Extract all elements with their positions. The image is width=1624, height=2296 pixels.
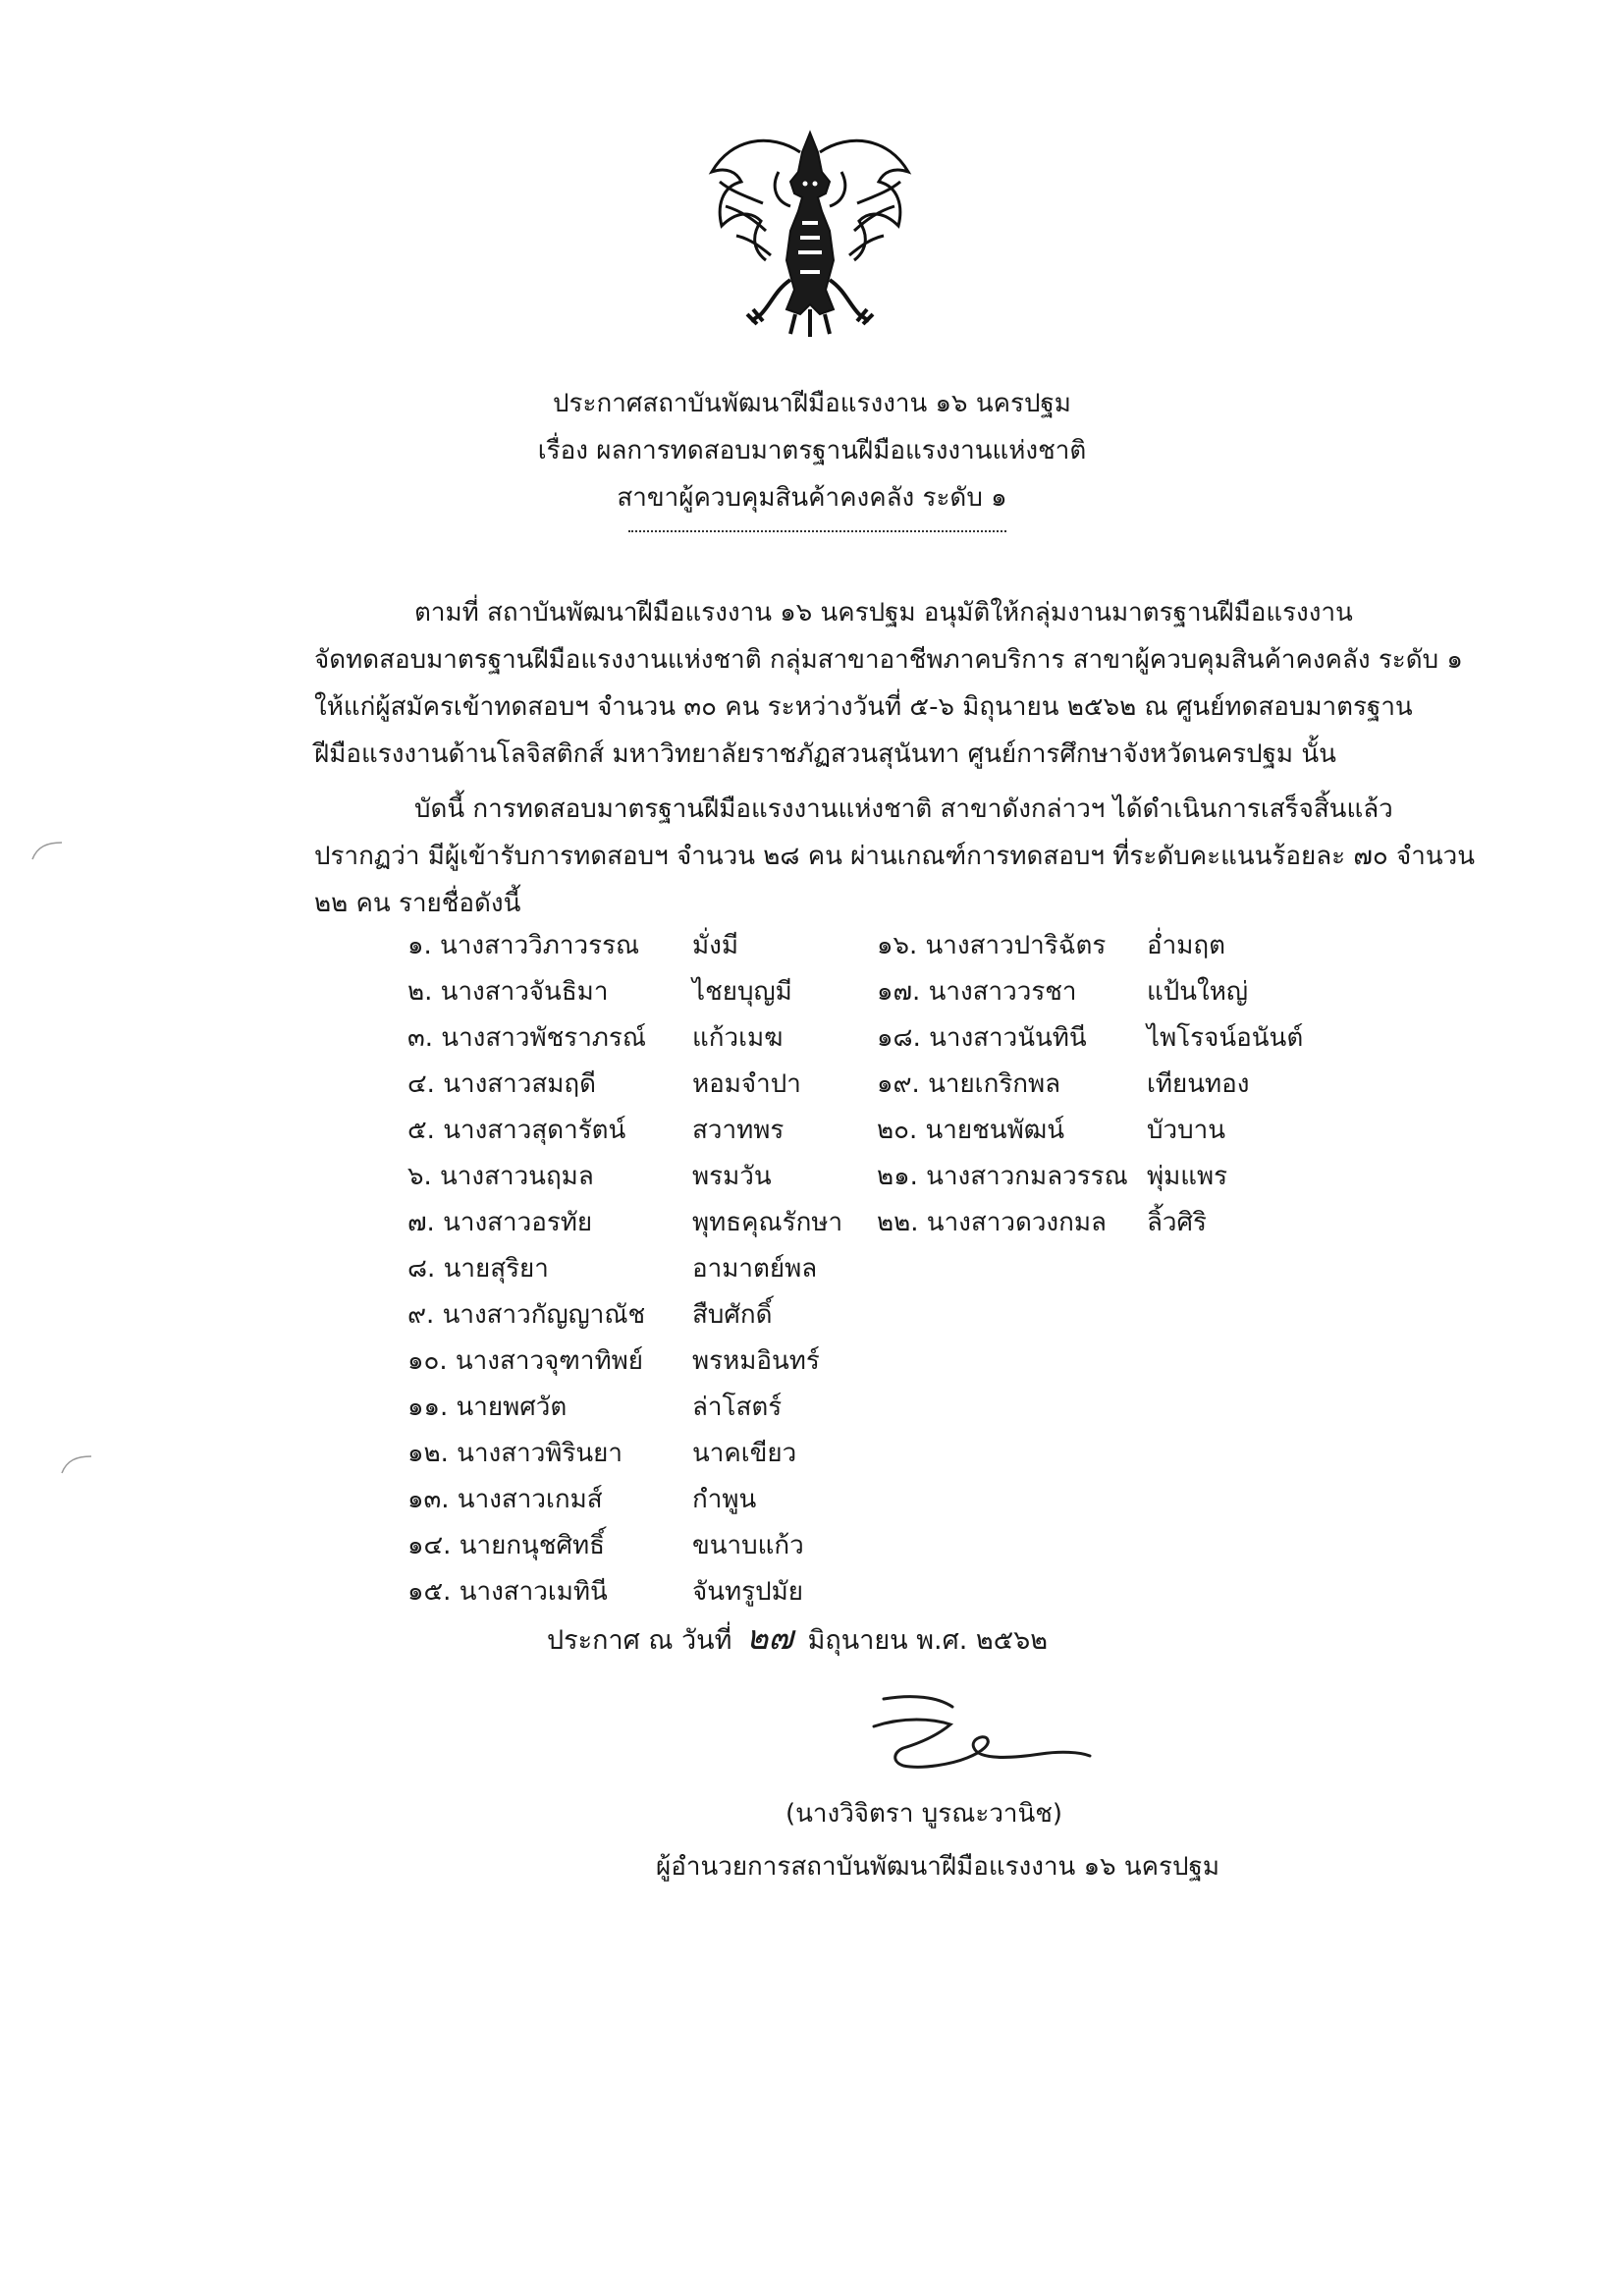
- person-surname: พรหมอินทร์: [692, 1346, 820, 1376]
- list-item: [877, 1154, 1303, 1200]
- names-list-left: [407, 923, 842, 1615]
- header-line-3: สาขาผู้ควบคุมสินค้าคงคลัง ระดับ ๑: [617, 483, 1007, 513]
- announcement-day: ๒๗: [746, 1618, 793, 1658]
- list-item: [407, 969, 842, 1015]
- person-surname: พรมวัน: [692, 1162, 772, 1191]
- person-name: ๖. นางสาวนฤมล: [407, 1162, 594, 1191]
- list-item: [407, 1015, 842, 1062]
- person-name: ๑๔. นายกนุชศิทธิ์: [407, 1531, 605, 1560]
- list-item: [407, 923, 842, 969]
- header-line-2: เรื่อง ผลการทดสอบมาตรฐานฝีมือแรงงานแห่งชาติ: [537, 436, 1087, 465]
- paragraph-1: [314, 589, 1463, 778]
- announcement-prefix: ประกาศ ณ วันที่: [547, 1625, 732, 1656]
- list-item: [877, 1062, 1303, 1108]
- list-item: [407, 1246, 842, 1292]
- list-item: [407, 1523, 842, 1569]
- list-item: [877, 969, 1303, 1015]
- list-item: [877, 923, 1303, 969]
- garuda-emblem-icon: [692, 113, 928, 349]
- announcement-suffix: มิถุนายน พ.ศ. ๒๕๖๒: [807, 1625, 1049, 1656]
- header-line-1: ประกาศสถาบันพัฒนาฝีมือแรงงาน ๑๖ นครปฐม: [553, 389, 1071, 418]
- signer-title: ผู้อำนวยการสถาบันพัฒนาฝีมือแรงงาน ๑๖ นครปฐม: [656, 1852, 1219, 1882]
- paragraph-1-line: จัดทดสอบมาตรฐานฝีมือแรงงานแห่งชาติ กลุ่มสาขาอาชีพภาคบริการ สาขาผู้ควบคุมสินค้าคงคลัง ระดับ ๑: [314, 645, 1463, 675]
- person-surname: ไพโรจน์อนันต์: [1147, 1023, 1304, 1053]
- person-surname: หอมจำปา: [692, 1069, 801, 1099]
- person-name: ๑๕. นางสาวเมทินี: [407, 1577, 608, 1607]
- person-surname: อามาตย์พล: [692, 1254, 818, 1284]
- person-surname: สวาทพร: [692, 1116, 785, 1145]
- list-item: [407, 1569, 842, 1615]
- person-name: ๔. นางสาวสมฤดี: [407, 1069, 596, 1099]
- person-surname: ขนาบแก้ว: [692, 1531, 804, 1560]
- person-surname: นาคเขียว: [692, 1439, 797, 1468]
- paragraph-2-line: บัดนี้ การทดสอบมาตรฐานฝีมือแรงงานแห่งชาติ สาขาดังกล่าวฯ ได้ดำเนินการเสร็จสิ้นแล้ว: [414, 794, 1393, 824]
- person-name: ๒๒. นางสาวดวงกมล: [877, 1208, 1107, 1237]
- person-name: ๘. นายสุริยา: [407, 1254, 549, 1284]
- announcement-date: [547, 1611, 1048, 1664]
- paragraph-2: [314, 786, 1476, 927]
- person-name: ๑๓. นางสาวเกมส์: [407, 1485, 603, 1514]
- person-name: ๑๑. นายพศวัต: [407, 1393, 568, 1422]
- person-surname: อ่ำมฤต: [1147, 931, 1225, 960]
- list-item: [407, 1062, 842, 1108]
- person-surname: กำพูน: [692, 1485, 757, 1514]
- paragraph-1-line: ฝีมือแรงงานด้านโลจิสติกส์ มหาวิทยาลัยราชภัฏสวนสุนันทา ศูนย์การศึกษาจังหวัดนครปฐม นั้น: [314, 739, 1336, 769]
- person-surname: มั่งมี: [692, 931, 738, 960]
- person-name: ๒๐. นายชนพัฒน์: [877, 1116, 1064, 1145]
- person-name: ๒๑. นางสาวกมลวรรณ: [877, 1162, 1128, 1191]
- person-surname: เทียนทอง: [1147, 1069, 1250, 1099]
- person-surname: ไชยบุญมี: [692, 977, 792, 1007]
- person-name: ๒. นางสาวจันธิมา: [407, 977, 609, 1007]
- person-surname: สืบศักดิ์: [692, 1300, 773, 1330]
- person-name: ๓. นางสาวพัชราภรณ์: [407, 1023, 647, 1053]
- list-item: [407, 1200, 842, 1246]
- person-surname: พุ่มแพร: [1147, 1162, 1228, 1191]
- person-surname: ล่าโสตร์: [692, 1393, 783, 1422]
- paragraph-2-line: ๒๒ คน รายชื่อดังนี้: [314, 889, 521, 918]
- list-item: [407, 1385, 842, 1431]
- scan-mark-icon: [27, 835, 67, 864]
- list-item: [407, 1339, 842, 1385]
- person-name: ๗. นางสาวอรทัย: [407, 1208, 593, 1237]
- person-surname: พุทธคุณรักษา: [692, 1208, 843, 1237]
- person-name: ๙. นางสาวกัญญาณัช: [407, 1300, 646, 1330]
- paragraph-1-line: ให้แก่ผู้สมัครเข้าทดสอบฯ จำนวน ๓๐ คน ระหว่างวันที่ ๕-๖ มิถุนายน ๒๕๖๒ ณ ศูนย์ทดสอบมาตรฐาน: [314, 692, 1413, 722]
- person-name: ๑. นางสาววิภาวรรณ: [407, 931, 640, 960]
- person-surname: แก้วเมฆ: [692, 1023, 784, 1053]
- list-item: [877, 1108, 1303, 1154]
- person-surname: แป้นใหญ่: [1147, 977, 1249, 1007]
- person-name: ๑๘. นางสาวนันทินี: [877, 1023, 1087, 1053]
- signature-icon: [844, 1679, 1100, 1797]
- list-item: [877, 1015, 1303, 1062]
- paragraph-2-line: ปรากฏว่า มีผู้เข้ารับการทดสอบฯ จำนวน ๒๘ คน ผ่านเกณฑ์การทดสอบฯ ที่ระดับคะแนนร้อยละ ๗๐ จำนวน: [314, 842, 1476, 871]
- person-name: ๕. นางสาวสุดารัตน์: [407, 1116, 626, 1145]
- person-surname: ลิ้วศิริ: [1147, 1208, 1208, 1237]
- list-item: [407, 1431, 842, 1477]
- list-item: [407, 1292, 842, 1339]
- person-name: ๑๗. นางสาววรชา: [877, 977, 1077, 1007]
- paragraph-1-line: ตามที่ สถาบันพัฒนาฝีมือแรงงาน ๑๖ นครปฐม อนุมัติให้กลุ่มงานมาตรฐานฝีมือแรงงาน: [414, 598, 1353, 628]
- list-item: [407, 1154, 842, 1200]
- person-name: ๑๖. นางสาวปาริฉัตร: [877, 931, 1107, 960]
- list-item: [407, 1477, 842, 1523]
- person-surname: จันทรูปมัย: [692, 1577, 803, 1607]
- signer-name: (นางวิจิตรา บูรณะวานิช): [785, 1799, 1063, 1829]
- person-name: ๑๒. นางสาวพิรินยา: [407, 1439, 623, 1468]
- header-divider: [628, 530, 1006, 532]
- scan-mark-icon: [57, 1449, 96, 1478]
- person-name: ๑๐. นางสาวจุฑาทิพย์: [407, 1346, 643, 1376]
- list-item: [877, 1200, 1303, 1246]
- person-surname: บัวบาน: [1147, 1116, 1225, 1145]
- list-item: [407, 1108, 842, 1154]
- person-name: ๑๙. นายเกริกพล: [877, 1069, 1061, 1099]
- names-list-right: [877, 923, 1303, 1246]
